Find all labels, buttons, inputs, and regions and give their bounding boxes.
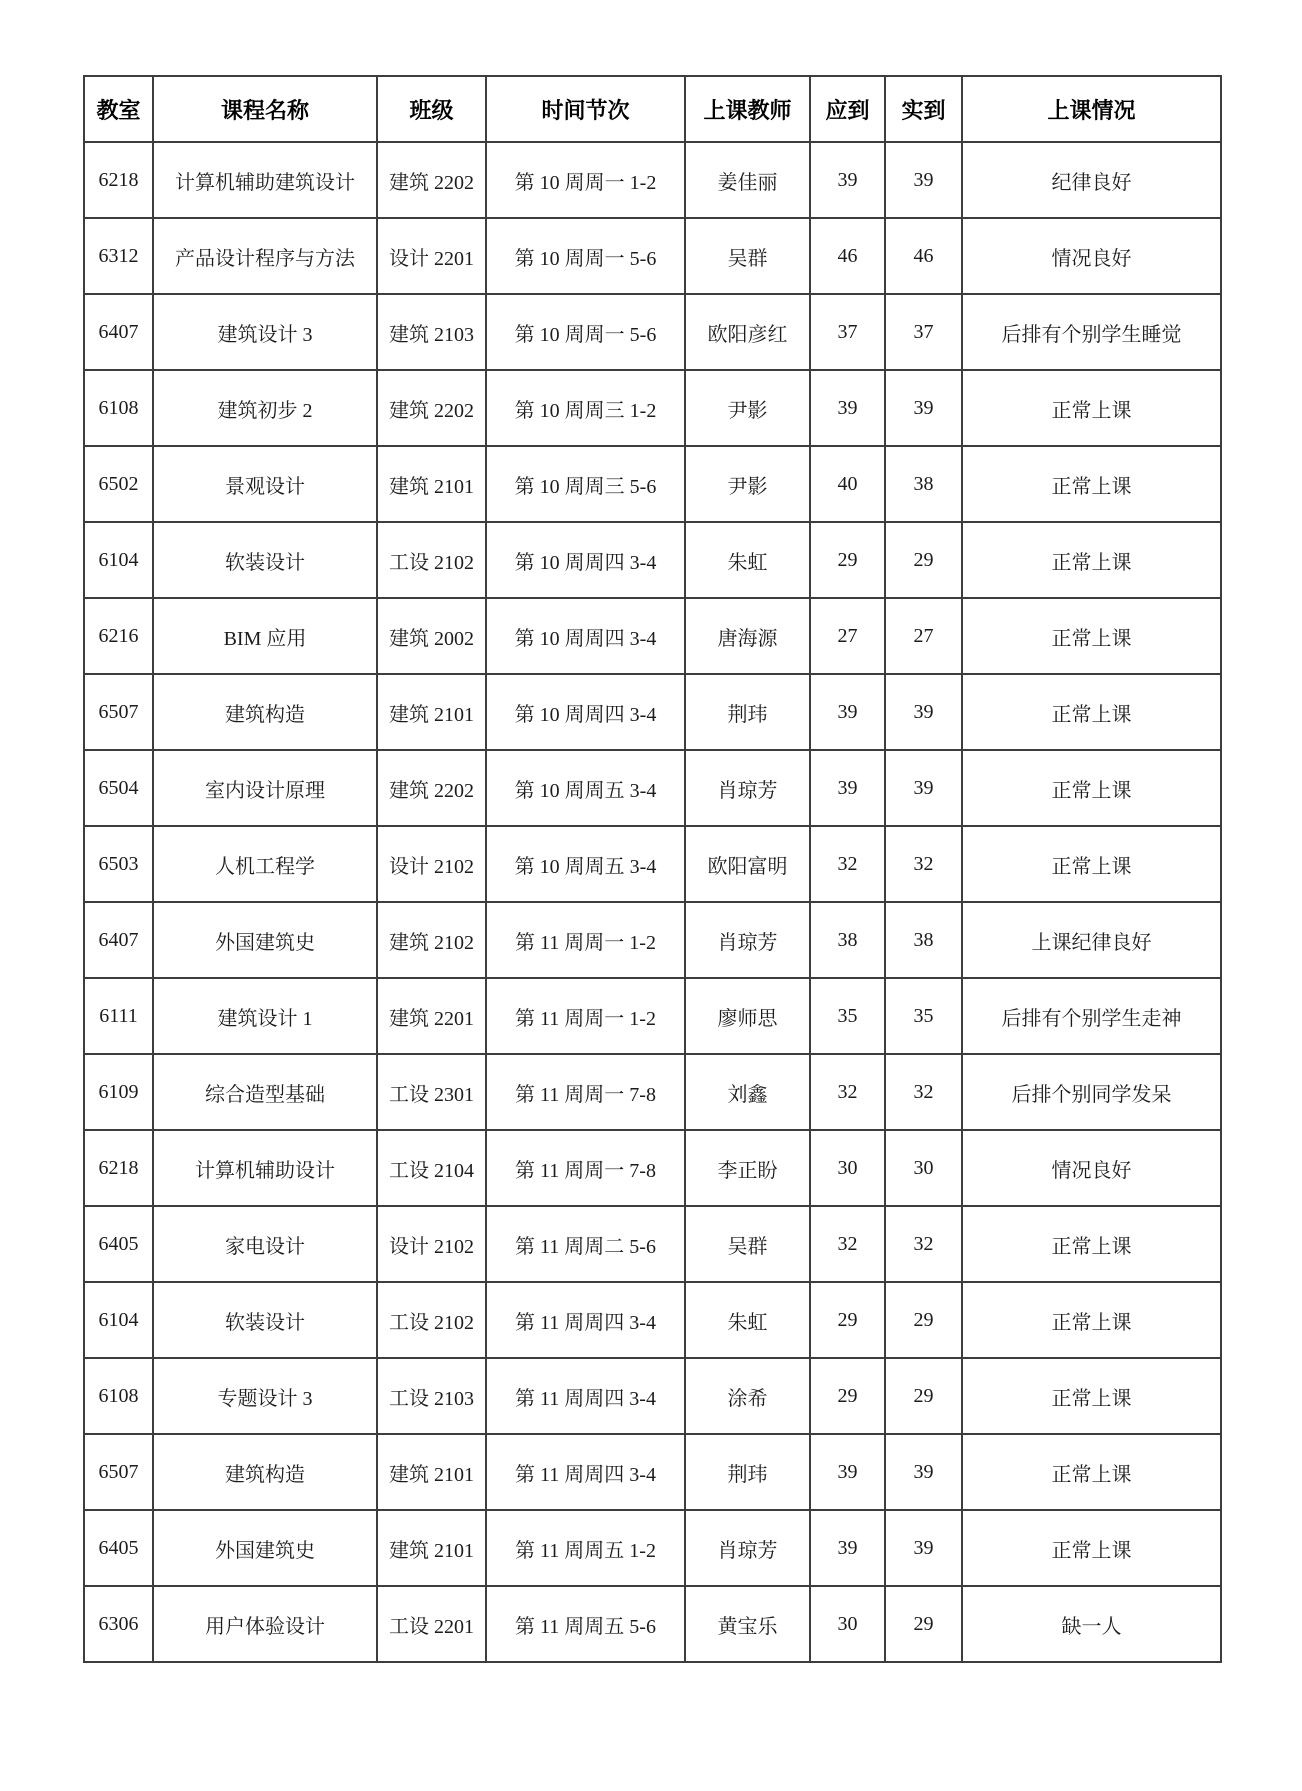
cell-teacher: 朱虹 bbox=[685, 1282, 810, 1358]
cell-room: 6312 bbox=[84, 218, 153, 294]
cell-class: 建筑 2201 bbox=[377, 978, 486, 1054]
table-row bbox=[84, 750, 1221, 826]
cell-time: 第 10 周周三 1-2 bbox=[486, 370, 685, 446]
cell-course: 用户体验设计 bbox=[153, 1586, 377, 1662]
cell-expected: 37 bbox=[810, 294, 885, 370]
cell-time: 第 11 周周一 1-2 bbox=[486, 902, 685, 978]
table-row bbox=[84, 1510, 1221, 1586]
cell-situation: 正常上课 bbox=[962, 826, 1221, 902]
cell-class: 设计 2102 bbox=[377, 1206, 486, 1282]
cell-class: 工设 2102 bbox=[377, 522, 486, 598]
cell-actual: 39 bbox=[885, 370, 962, 446]
cell-actual: 39 bbox=[885, 750, 962, 826]
cell-course: 人机工程学 bbox=[153, 826, 377, 902]
cell-room: 6407 bbox=[84, 294, 153, 370]
cell-course: 专题设计 3 bbox=[153, 1358, 377, 1434]
cell-actual: 39 bbox=[885, 142, 962, 218]
cell-time: 第 10 周周四 3-4 bbox=[486, 522, 685, 598]
cell-class: 工设 2301 bbox=[377, 1054, 486, 1130]
cell-course: 建筑初步 2 bbox=[153, 370, 377, 446]
cell-time: 第 11 周周五 1-2 bbox=[486, 1510, 685, 1586]
table-row bbox=[84, 902, 1221, 978]
cell-class: 建筑 2101 bbox=[377, 446, 486, 522]
cell-room: 6108 bbox=[84, 370, 153, 446]
cell-room: 6216 bbox=[84, 598, 153, 674]
cell-situation: 缺一人 bbox=[962, 1586, 1221, 1662]
cell-course: 家电设计 bbox=[153, 1206, 377, 1282]
cell-actual: 29 bbox=[885, 1358, 962, 1434]
cell-situation: 正常上课 bbox=[962, 598, 1221, 674]
cell-expected: 30 bbox=[810, 1130, 885, 1206]
cell-course: 建筑设计 1 bbox=[153, 978, 377, 1054]
cell-situation: 正常上课 bbox=[962, 674, 1221, 750]
table-row bbox=[84, 294, 1221, 370]
cell-room: 6507 bbox=[84, 1434, 153, 1510]
table-row bbox=[84, 1206, 1221, 1282]
cell-class: 工设 2102 bbox=[377, 1282, 486, 1358]
cell-course: 建筑构造 bbox=[153, 1434, 377, 1510]
table-row bbox=[84, 142, 1221, 218]
cell-time: 第 10 周周四 3-4 bbox=[486, 598, 685, 674]
header-expected: 应到 bbox=[810, 76, 885, 142]
cell-teacher: 肖琼芳 bbox=[685, 902, 810, 978]
cell-time: 第 10 周周一 5-6 bbox=[486, 218, 685, 294]
cell-situation: 情况良好 bbox=[962, 1130, 1221, 1206]
cell-actual: 29 bbox=[885, 1282, 962, 1358]
cell-expected: 40 bbox=[810, 446, 885, 522]
cell-teacher: 涂希 bbox=[685, 1358, 810, 1434]
cell-room: 6507 bbox=[84, 674, 153, 750]
cell-expected: 32 bbox=[810, 1206, 885, 1282]
table-row bbox=[84, 1054, 1221, 1130]
cell-situation: 正常上课 bbox=[962, 1358, 1221, 1434]
cell-situation: 正常上课 bbox=[962, 1434, 1221, 1510]
cell-teacher: 尹影 bbox=[685, 370, 810, 446]
table-row bbox=[84, 1586, 1221, 1662]
cell-actual: 39 bbox=[885, 1434, 962, 1510]
cell-teacher: 姜佳丽 bbox=[685, 142, 810, 218]
cell-class: 建筑 2202 bbox=[377, 370, 486, 446]
cell-time: 第 11 周周一 7-8 bbox=[486, 1130, 685, 1206]
cell-course: 景观设计 bbox=[153, 446, 377, 522]
cell-room: 6218 bbox=[84, 142, 153, 218]
cell-room: 6218 bbox=[84, 1130, 153, 1206]
cell-actual: 35 bbox=[885, 978, 962, 1054]
cell-actual: 29 bbox=[885, 1586, 962, 1662]
cell-class: 建筑 2002 bbox=[377, 598, 486, 674]
cell-actual: 29 bbox=[885, 522, 962, 598]
cell-room: 6306 bbox=[84, 1586, 153, 1662]
cell-teacher: 欧阳彦红 bbox=[685, 294, 810, 370]
cell-teacher: 肖琼芳 bbox=[685, 750, 810, 826]
cell-teacher: 尹影 bbox=[685, 446, 810, 522]
cell-expected: 32 bbox=[810, 1054, 885, 1130]
table-row bbox=[84, 218, 1221, 294]
cell-class: 工设 2103 bbox=[377, 1358, 486, 1434]
attendance-table bbox=[83, 75, 1222, 1663]
cell-class: 建筑 2103 bbox=[377, 294, 486, 370]
cell-actual: 30 bbox=[885, 1130, 962, 1206]
header-actual: 实到 bbox=[885, 76, 962, 142]
cell-situation: 情况良好 bbox=[962, 218, 1221, 294]
cell-time: 第 11 周周一 7-8 bbox=[486, 1054, 685, 1130]
cell-expected: 30 bbox=[810, 1586, 885, 1662]
cell-situation: 正常上课 bbox=[962, 1206, 1221, 1282]
cell-actual: 38 bbox=[885, 446, 962, 522]
cell-time: 第 11 周周二 5-6 bbox=[486, 1206, 685, 1282]
cell-situation: 后排有个别学生走神 bbox=[962, 978, 1221, 1054]
cell-course: 外国建筑史 bbox=[153, 902, 377, 978]
cell-class: 工设 2104 bbox=[377, 1130, 486, 1206]
table-row bbox=[84, 1282, 1221, 1358]
cell-room: 6111 bbox=[84, 978, 153, 1054]
cell-expected: 39 bbox=[810, 1434, 885, 1510]
cell-class: 设计 2102 bbox=[377, 826, 486, 902]
cell-actual: 27 bbox=[885, 598, 962, 674]
cell-time: 第 11 周周四 3-4 bbox=[486, 1434, 685, 1510]
cell-room: 6405 bbox=[84, 1510, 153, 1586]
cell-teacher: 黄宝乐 bbox=[685, 1586, 810, 1662]
table-row bbox=[84, 674, 1221, 750]
cell-actual: 32 bbox=[885, 826, 962, 902]
cell-teacher: 荆玮 bbox=[685, 1434, 810, 1510]
cell-situation: 正常上课 bbox=[962, 446, 1221, 522]
cell-class: 设计 2201 bbox=[377, 218, 486, 294]
cell-class: 工设 2201 bbox=[377, 1586, 486, 1662]
cell-course: 计算机辅助建筑设计 bbox=[153, 142, 377, 218]
cell-situation: 正常上课 bbox=[962, 522, 1221, 598]
table-row bbox=[84, 1130, 1221, 1206]
cell-teacher: 朱虹 bbox=[685, 522, 810, 598]
table-row bbox=[84, 522, 1221, 598]
table-row bbox=[84, 826, 1221, 902]
cell-situation: 正常上课 bbox=[962, 750, 1221, 826]
cell-room: 6502 bbox=[84, 446, 153, 522]
cell-class: 建筑 2101 bbox=[377, 1434, 486, 1510]
table-row bbox=[84, 1358, 1221, 1434]
header-class: 班级 bbox=[377, 76, 486, 142]
cell-time: 第 10 周周三 5-6 bbox=[486, 446, 685, 522]
cell-expected: 39 bbox=[810, 674, 885, 750]
cell-situation: 上课纪律良好 bbox=[962, 902, 1221, 978]
cell-course: 软装设计 bbox=[153, 522, 377, 598]
cell-actual: 37 bbox=[885, 294, 962, 370]
cell-time: 第 10 周周一 1-2 bbox=[486, 142, 685, 218]
cell-room: 6109 bbox=[84, 1054, 153, 1130]
header-time: 时间节次 bbox=[486, 76, 685, 142]
cell-teacher: 唐海源 bbox=[685, 598, 810, 674]
cell-teacher: 吴群 bbox=[685, 1206, 810, 1282]
table-row bbox=[84, 598, 1221, 674]
cell-expected: 29 bbox=[810, 1358, 885, 1434]
cell-time: 第 11 周周五 5-6 bbox=[486, 1586, 685, 1662]
attendance-table-body bbox=[84, 142, 1221, 1662]
cell-time: 第 10 周周一 5-6 bbox=[486, 294, 685, 370]
table-row bbox=[84, 1434, 1221, 1510]
cell-room: 6104 bbox=[84, 522, 153, 598]
cell-expected: 38 bbox=[810, 902, 885, 978]
cell-room: 6104 bbox=[84, 1282, 153, 1358]
cell-actual: 46 bbox=[885, 218, 962, 294]
cell-situation: 后排有个别学生睡觉 bbox=[962, 294, 1221, 370]
cell-course: 外国建筑史 bbox=[153, 1510, 377, 1586]
header-row bbox=[84, 76, 1221, 142]
cell-teacher: 刘鑫 bbox=[685, 1054, 810, 1130]
table-row bbox=[84, 370, 1221, 446]
cell-time: 第 10 周周五 3-4 bbox=[486, 750, 685, 826]
cell-teacher: 李正盼 bbox=[685, 1130, 810, 1206]
cell-teacher: 廖师思 bbox=[685, 978, 810, 1054]
cell-situation: 正常上课 bbox=[962, 1282, 1221, 1358]
cell-expected: 27 bbox=[810, 598, 885, 674]
cell-expected: 46 bbox=[810, 218, 885, 294]
cell-expected: 39 bbox=[810, 1510, 885, 1586]
cell-class: 建筑 2102 bbox=[377, 902, 486, 978]
cell-course: 软装设计 bbox=[153, 1282, 377, 1358]
cell-room: 6504 bbox=[84, 750, 153, 826]
cell-teacher: 荆玮 bbox=[685, 674, 810, 750]
cell-course: 产品设计程序与方法 bbox=[153, 218, 377, 294]
cell-room: 6503 bbox=[84, 826, 153, 902]
cell-course: 建筑设计 3 bbox=[153, 294, 377, 370]
cell-actual: 32 bbox=[885, 1054, 962, 1130]
cell-room: 6108 bbox=[84, 1358, 153, 1434]
attendance-table-header bbox=[84, 76, 1221, 142]
cell-time: 第 11 周周四 3-4 bbox=[486, 1358, 685, 1434]
cell-expected: 39 bbox=[810, 370, 885, 446]
cell-situation: 纪律良好 bbox=[962, 142, 1221, 218]
cell-course: BIM 应用 bbox=[153, 598, 377, 674]
cell-situation: 正常上课 bbox=[962, 370, 1221, 446]
header-course: 课程名称 bbox=[153, 76, 377, 142]
cell-room: 6407 bbox=[84, 902, 153, 978]
header-teacher: 上课教师 bbox=[685, 76, 810, 142]
cell-class: 建筑 2101 bbox=[377, 1510, 486, 1586]
cell-time: 第 11 周周一 1-2 bbox=[486, 978, 685, 1054]
cell-expected: 39 bbox=[810, 142, 885, 218]
cell-course: 室内设计原理 bbox=[153, 750, 377, 826]
cell-class: 建筑 2202 bbox=[377, 142, 486, 218]
cell-actual: 39 bbox=[885, 1510, 962, 1586]
header-room: 教室 bbox=[84, 76, 153, 142]
cell-teacher: 吴群 bbox=[685, 218, 810, 294]
cell-situation: 正常上课 bbox=[962, 1510, 1221, 1586]
cell-course: 综合造型基础 bbox=[153, 1054, 377, 1130]
cell-expected: 29 bbox=[810, 522, 885, 598]
cell-expected: 29 bbox=[810, 1282, 885, 1358]
cell-room: 6405 bbox=[84, 1206, 153, 1282]
cell-teacher: 欧阳富明 bbox=[685, 826, 810, 902]
cell-actual: 38 bbox=[885, 902, 962, 978]
cell-time: 第 10 周周四 3-4 bbox=[486, 674, 685, 750]
cell-class: 建筑 2202 bbox=[377, 750, 486, 826]
cell-course: 建筑构造 bbox=[153, 674, 377, 750]
cell-course: 计算机辅助设计 bbox=[153, 1130, 377, 1206]
cell-time: 第 11 周周四 3-4 bbox=[486, 1282, 685, 1358]
cell-time: 第 10 周周五 3-4 bbox=[486, 826, 685, 902]
cell-class: 建筑 2101 bbox=[377, 674, 486, 750]
cell-teacher: 肖琼芳 bbox=[685, 1510, 810, 1586]
table-row bbox=[84, 978, 1221, 1054]
table-row bbox=[84, 446, 1221, 522]
cell-expected: 32 bbox=[810, 826, 885, 902]
cell-actual: 39 bbox=[885, 674, 962, 750]
cell-situation: 后排个别同学发呆 bbox=[962, 1054, 1221, 1130]
cell-actual: 32 bbox=[885, 1206, 962, 1282]
header-situation: 上课情况 bbox=[962, 76, 1221, 142]
cell-expected: 35 bbox=[810, 978, 885, 1054]
cell-expected: 39 bbox=[810, 750, 885, 826]
